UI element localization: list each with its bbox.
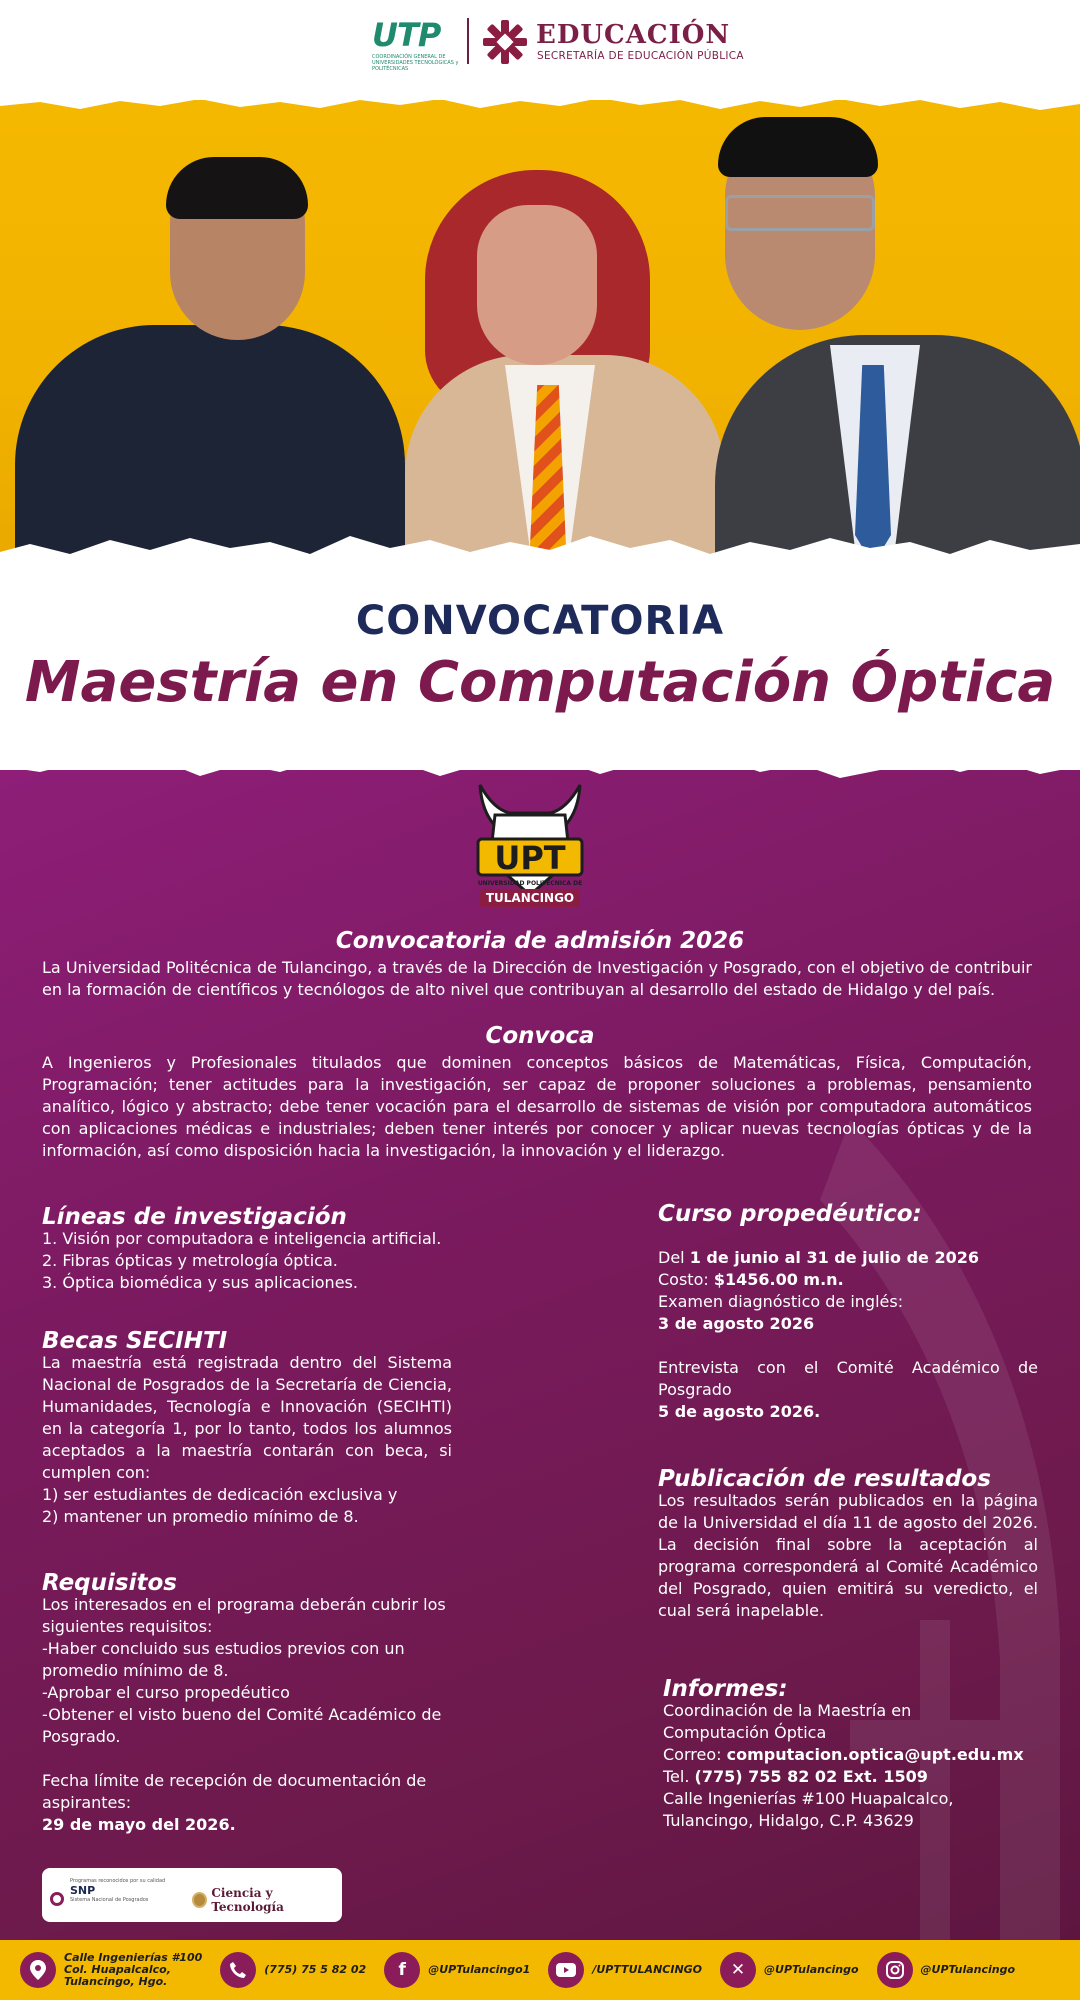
publicacion-heading: Publicación de resultados bbox=[658, 1466, 991, 1492]
upt-logo-sub: UNIVERSIDAD POLITÉCNICA DE bbox=[477, 880, 583, 887]
becas-section bbox=[42, 1330, 452, 1528]
becas-item: 1) ser estudiantes de dedicación exclusiva y bbox=[42, 1485, 398, 1504]
ciencia-tecnologia-text: Ciencia y Tecnología bbox=[211, 1886, 284, 1914]
snp-ring-icon bbox=[50, 1892, 64, 1906]
person-center-head bbox=[477, 205, 597, 365]
becas-item: 2) mantener un promedio mínimo de 8. bbox=[42, 1507, 359, 1526]
snp-abbr: SNP bbox=[70, 1884, 96, 1897]
curso-heading: Curso propedéutico: bbox=[658, 1201, 922, 1227]
footer-address-line: Col. Huapalcalco, bbox=[64, 1963, 171, 1976]
footer-youtube-text: /UPTTULANCINGO bbox=[592, 1963, 703, 1976]
convoca-text: A Ingenieros y Profesionales titulados que dominen conceptos básicos de Matemáticas, Física, Computación, Programación; tener actitudes para la investigación, ser capaz de proponer soluciones a problemas, pensamiento analítico, lógico y abstracto; debe tener vocación para el desarrollo de sistemas de visión por computadora automáticos con aplicaciones médicas e industriales; deben tener interés por conocer y aplicar nuevas tecnologías ópticas y de la información, así como disposición hacia la investigación, la innovación y el liderazgo. bbox=[42, 1053, 1032, 1160]
header-divider bbox=[467, 18, 469, 64]
lineas-section bbox=[42, 1206, 452, 1294]
footer-youtube[interactable] bbox=[548, 1952, 702, 1988]
lineas-heading: Líneas de investigación bbox=[42, 1204, 347, 1230]
utp-logo bbox=[372, 18, 462, 70]
deadline-date: 29 de mayo del 2026. bbox=[42, 1815, 236, 1834]
location-pin-icon bbox=[20, 1952, 56, 1988]
footer-facebook[interactable] bbox=[384, 1952, 530, 1988]
lineas-item: 2. Fibras ópticas y metrología óptica. bbox=[42, 1251, 338, 1270]
publicacion-section bbox=[658, 1468, 1038, 1622]
snp-badge bbox=[42, 1868, 342, 1922]
deadline-label: Fecha límite de recepción de documentación de aspirantes: bbox=[42, 1771, 427, 1812]
phone-label: Tel. bbox=[663, 1767, 690, 1786]
upt-logo-mark: UPT bbox=[494, 839, 566, 877]
informes-section bbox=[663, 1678, 1043, 1832]
exam-date: 3 de agosto 2026 bbox=[658, 1314, 815, 1333]
footer-address-line: Calle Ingenierías #100 bbox=[64, 1951, 203, 1964]
footer-bar bbox=[0, 1940, 1080, 2000]
upt-logo-name: TULANCINGO bbox=[485, 891, 575, 905]
footer-address-line: Tulancingo, Hgo. bbox=[64, 1975, 168, 1988]
informes-heading: Informes: bbox=[663, 1676, 788, 1702]
snp-text-block bbox=[70, 1878, 200, 1903]
footer-address bbox=[20, 1952, 202, 1988]
facebook-icon: f bbox=[384, 1952, 420, 1988]
informes-line: Computación Óptica bbox=[663, 1723, 827, 1742]
footer-facebook-text: @UPTulancingo1 bbox=[428, 1963, 531, 1976]
becas-text: La maestría está registrada dentro del Sistema Nacional de Posgrados de la Secretaría de Ciencia, Humanidades, Tecnología e Innovación (SECIHTI) en la categoría 1, por lo tanto, todos los alumnos aceptados a la maestría contarán con beca, si cumplen con: bbox=[42, 1353, 452, 1482]
edu-title: EDUCACIÓN bbox=[536, 20, 731, 50]
program-title: Maestría en Computación Óptica bbox=[24, 650, 1056, 715]
footer-x[interactable] bbox=[720, 1952, 859, 1988]
requisitos-heading: Requisitos bbox=[42, 1570, 177, 1596]
email-link[interactable]: computacion.optica@upt.edu.mx bbox=[726, 1745, 1024, 1764]
informes-line: Coordinación de la Maestría en bbox=[663, 1701, 912, 1720]
torn-edge-title-bottom bbox=[0, 748, 1080, 788]
curso-del: Del bbox=[658, 1248, 685, 1267]
phone-icon bbox=[220, 1952, 256, 1988]
footer-phone[interactable] bbox=[220, 1952, 366, 1988]
person-right-hair bbox=[718, 117, 878, 177]
requisitos-item: -Haber concluido sus estudios previos con un promedio mínimo de 8. bbox=[42, 1639, 405, 1680]
requisitos-section bbox=[42, 1572, 452, 1836]
torn-edge-title-top bbox=[0, 530, 1080, 570]
becas-heading: Becas SECIHTI bbox=[42, 1328, 228, 1354]
admission-heading: Convocatoria de admisión 2026 bbox=[335, 928, 745, 954]
curso-dates: 1 de junio al 31 de julio de 2026 bbox=[689, 1248, 979, 1267]
curso-cost-label: Costo: bbox=[658, 1270, 709, 1289]
address-line: Calle Ingenierías #100 Huapalcalco, bbox=[663, 1789, 954, 1808]
phone-number: (775) 755 82 02 Ext. 1509 bbox=[694, 1767, 928, 1786]
convoca-heading: Convoca bbox=[485, 1023, 595, 1049]
footer-phone-text: (775) 75 5 82 02 bbox=[264, 1963, 367, 1976]
snp-name: Sistema Nacional de Posgrados bbox=[70, 1897, 149, 1903]
lineas-item: 1. Visión por computadora e inteligencia artificial. bbox=[42, 1229, 442, 1248]
interview-label: Entrevista con el Comité Académico de Posgrado bbox=[658, 1358, 1038, 1399]
snp-tagline: Programas reconocidos por su calidad bbox=[70, 1878, 166, 1884]
exam-label: Examen diagnóstico de inglés: bbox=[658, 1292, 904, 1311]
x-icon: ✕ bbox=[720, 1952, 756, 1988]
address-line: Tulancingo, Hidalgo, C.P. 43629 bbox=[663, 1811, 914, 1830]
footer-instagram[interactable] bbox=[877, 1952, 1016, 1988]
curso-section bbox=[658, 1203, 1038, 1423]
lineas-item: 3. Óptica biomédica y sus aplicaciones. bbox=[42, 1273, 358, 1292]
person-right-glasses bbox=[725, 195, 875, 231]
header-bar bbox=[0, 0, 1080, 100]
ciencia-tecnologia-logo bbox=[192, 1886, 342, 1914]
publicacion-text: Los resultados serán publicados en la página de la Universidad el día 11 de agosto del 2026. La decisión final sobre la aceptación al programa corresponderá al Comité Académico del Posgrado, quien emitirá su veredicto, el cual será inapelable. bbox=[658, 1491, 1038, 1620]
sep-star-icon bbox=[481, 18, 529, 66]
footer-instagram-text: @UPTulancingo bbox=[920, 1963, 1016, 1976]
footer-x-text: @UPTulancingo bbox=[764, 1963, 859, 1976]
utp-logo-subtitle: COORDINACIÓN GENERAL DE UNIVERSIDADES TECNOLÓGICAS y POLITÉCNICAS bbox=[372, 54, 459, 72]
youtube-icon bbox=[548, 1952, 584, 1988]
seal-icon bbox=[192, 1892, 207, 1908]
curso-cost: $1456.00 m.n. bbox=[713, 1270, 844, 1289]
convocatoria-title: CONVOCATORIA bbox=[355, 598, 725, 644]
interview-date: 5 de agosto 2026. bbox=[658, 1402, 821, 1421]
hero-photo bbox=[0, 95, 1080, 575]
admission-text: La Universidad Politécnica de Tulancingo, a través de la Dirección de Investigación y Posgrado, con el objetivo de contribuir en la formación de científicos y tecnólogos de alto nivel que contribuyan al desarrollo del estado de Hidalgo y del país. bbox=[42, 958, 1032, 999]
requisitos-item: -Aprobar el curso propedéutico bbox=[42, 1683, 290, 1702]
upt-tulancingo-logo bbox=[470, 775, 590, 915]
requisitos-item: -Obtener el visto bueno del Comité Académico de Posgrado. bbox=[42, 1705, 442, 1746]
email-label: Correo: bbox=[663, 1745, 722, 1764]
requisitos-intro: Los interesados en el programa deberán cubrir los siguientes requisitos: bbox=[42, 1595, 446, 1636]
person-left-hair bbox=[166, 157, 308, 219]
instagram-icon bbox=[877, 1952, 913, 1988]
utp-logo-mark: UTP bbox=[372, 16, 441, 54]
edu-subtitle: SECRETARÍA DE EDUCACIÓN PÚBLICA bbox=[537, 50, 744, 62]
